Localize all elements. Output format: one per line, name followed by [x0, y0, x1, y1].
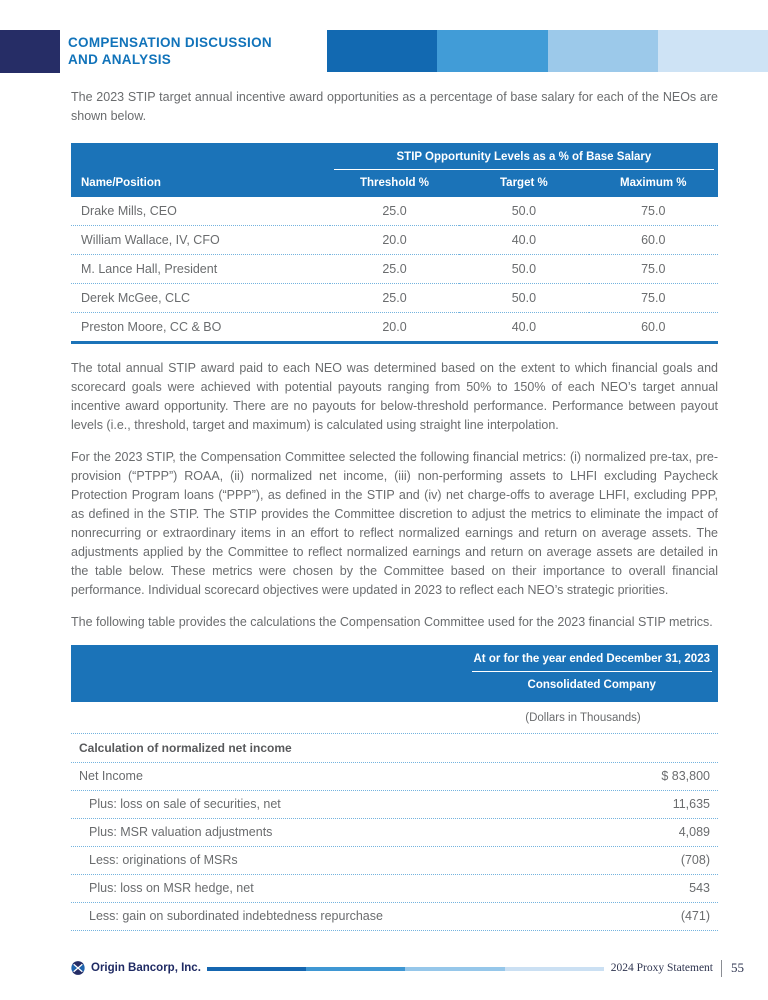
- neo-name: Derek McGee, CLC: [71, 284, 330, 313]
- table-row: [71, 763, 718, 791]
- maximum-value: 75.0: [589, 197, 718, 226]
- stip-opportunity-table: [71, 143, 718, 344]
- column-header-name-position: Name/Position: [71, 170, 330, 197]
- threshold-value: 20.0: [330, 313, 459, 343]
- gradient-segment-3: [405, 967, 504, 971]
- table-row: [71, 903, 718, 931]
- column-header-maximum: Maximum %: [589, 170, 718, 197]
- page-title-line1: COMPENSATION DISCUSSION: [68, 35, 272, 50]
- page-content: [71, 88, 718, 931]
- gradient-segment-4: [505, 967, 604, 971]
- target-value: 50.0: [459, 255, 588, 284]
- threshold-value: 25.0: [330, 197, 459, 226]
- gradient-segment-2: [306, 967, 405, 971]
- calc-row-label: Less: originations of MSRs: [89, 853, 238, 867]
- maximum-value: 60.0: [589, 226, 718, 255]
- calc-row-label: Less: gain on subordinated indebtedness repurchase: [89, 909, 383, 923]
- footer-doc-title: 2024 Proxy Statement: [610, 962, 713, 974]
- table-row: [71, 197, 718, 226]
- calc-section-header: Calculation of normalized net income: [71, 734, 718, 763]
- column-header-target: Target %: [459, 170, 588, 197]
- threshold-value: 20.0: [330, 226, 459, 255]
- header-gradient-bar: [327, 30, 768, 72]
- footer-company-name: Origin Bancorp, Inc.: [91, 962, 201, 974]
- page-title: [68, 34, 272, 68]
- metrics-paragraph: For the 2023 STIP, the Compensation Committee selected the following financial metrics: (i) normalized pre-tax, pre-provision (“PTPP”) ROAA, (ii) normalized net income, (iii) non-performing assets to LHFI excluding Paycheck Protection Program loans (“PPP”), as defined in the STIP and (iv) net charge-offs to average LHFI, excluding PPP, as defined in the STIP. The STIP provides the Committee discretion to adjust the metrics to eliminate the impact of nonrecurring or extraordinary items in an effort to reflect normalized earnings and return on average assets. The adjustments applied by the Committee to reflect normalized earnings and return on average assets are detailed in the table below. These metrics were chosen by the Committee based on their importance to overall financial performance. Individual scorecard objectives were updated in 2023 to reflect each NEO’s strategic priorities.: [71, 450, 718, 597]
- calc-row-label: Plus: loss on sale of securities, net: [89, 797, 281, 811]
- neo-name: Preston Moore, CC & BO: [71, 313, 330, 343]
- stip-table-group-header: STIP Opportunity Levels as a % of Base Salary: [334, 151, 714, 170]
- calc-row-value: 543: [689, 881, 710, 895]
- neo-name: M. Lance Hall, President: [71, 255, 330, 284]
- target-value: 40.0: [459, 226, 588, 255]
- maximum-value: 75.0: [589, 284, 718, 313]
- calc-row-value: (708): [680, 853, 710, 867]
- payout-paragraph: The total annual STIP award paid to each NEO was determined based on the extent to which financial goals and scorecard goals were achieved with potential payouts ranging from 50% to 150% of each NEO’s target annual incentive award opportunity. There are no payouts for below-threshold performance. Performance between payout levels (i.e., threshold, target and maximum) is calculated using straight line interpolation.: [71, 361, 718, 432]
- neo-name: William Wallace, IV, CFO: [71, 226, 330, 255]
- calc-table-header: [71, 645, 718, 702]
- gradient-segment-2: [437, 30, 547, 72]
- calc-row-value: $ 83,800: [661, 769, 710, 783]
- page-footer: [71, 957, 744, 979]
- table-row: [71, 255, 718, 284]
- table-row: [71, 819, 718, 847]
- target-value: 40.0: [459, 313, 588, 343]
- calc-row-label: Plus: loss on MSR hedge, net: [89, 881, 254, 895]
- header-navy-block: [0, 30, 60, 73]
- calc-row-label: Net Income: [79, 769, 143, 783]
- page-title-line2: AND ANALYSIS: [68, 52, 172, 67]
- footer-gradient-bar: [207, 967, 604, 971]
- calc-row-value: 4,089: [678, 825, 710, 839]
- maximum-value: 60.0: [589, 313, 718, 343]
- origin-bancorp-logo-icon: [71, 961, 85, 975]
- table-row: [71, 284, 718, 313]
- target-value: 50.0: [459, 284, 588, 313]
- table-row: [71, 313, 718, 343]
- calc-row-value: (471): [680, 909, 710, 923]
- gradient-segment-4: [658, 30, 768, 72]
- intro-paragraph: The 2023 STIP target annual incentive award opportunities as a percentage of base salary for each of the NEOs are shown below.: [71, 90, 718, 123]
- calc-row-value: 11,635: [672, 797, 710, 811]
- gradient-segment-3: [548, 30, 658, 72]
- gradient-segment-1: [207, 967, 306, 971]
- maximum-value: 75.0: [589, 255, 718, 284]
- gradient-segment-1: [327, 30, 437, 72]
- footer-divider: [721, 960, 722, 977]
- table-row: [71, 791, 718, 819]
- table-row: [71, 875, 718, 903]
- normalized-income-table: [71, 645, 718, 931]
- table-row: [71, 847, 718, 875]
- stip-table-column-header-row: [71, 170, 718, 197]
- calc-intro-paragraph: The following table provides the calculations the Compensation Committee used for the 2023 financial STIP metrics.: [71, 615, 713, 629]
- stip-table-corner-cell: [71, 143, 330, 170]
- threshold-value: 25.0: [330, 255, 459, 284]
- units-row: [71, 702, 718, 734]
- stip-table-group-row: [71, 143, 718, 170]
- threshold-value: 25.0: [330, 284, 459, 313]
- units-note: (Dollars in Thousands): [525, 712, 641, 724]
- neo-name: Drake Mills, CEO: [71, 197, 330, 226]
- table-row: [71, 226, 718, 255]
- entity-header: Consolidated Company: [527, 679, 656, 691]
- period-header: At or for the year ended December 31, 2023: [472, 653, 713, 672]
- calc-row-label: Plus: MSR valuation adjustments: [89, 825, 273, 839]
- page-number: 55: [731, 960, 744, 975]
- column-header-threshold: Threshold %: [330, 170, 459, 197]
- target-value: 50.0: [459, 197, 588, 226]
